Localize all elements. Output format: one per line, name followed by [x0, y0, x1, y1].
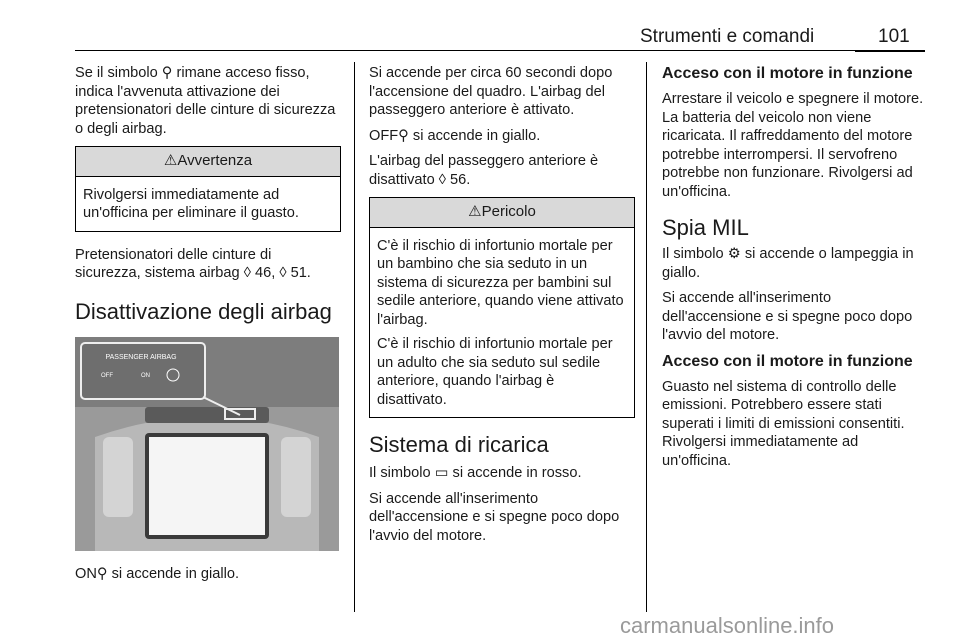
photo-label: PASSENGER AIRBAG — [105, 353, 177, 361]
paragraph: L'airbag del passeggero anteriore è disattivato ◊ 56. — [369, 153, 599, 188]
column-right — [662, 64, 928, 477]
danger-paragraph: C'è il rischio di infortunio mortale per un bambino che sia seduto in un sistema di sicurezza per bambini sul sedile anteriore, quando viene attivato l'airbag. — [377, 237, 624, 328]
paragraph: ON⚲ si accende in giallo. — [75, 565, 240, 582]
subheading: Acceso con il motore in funzione — [662, 352, 913, 370]
warning-icon: ⚠ — [163, 152, 178, 169]
column-divider — [646, 62, 647, 612]
paragraph: Pretensionatori delle cinture di sicurezza, sistema airbag ◊ 46, ◊ 51. — [75, 246, 311, 281]
section-heading: Disattivazione degli airbag — [75, 298, 332, 324]
paragraph: Arrestare il veicolo e spegnere il motore. La batteria del veicolo non viene ricaricata. Il raffreddamento del motore potrebbe interrompersi. Il servofreno potrebbe non funzionare. Rivolgersi ad un'officina. — [662, 91, 924, 200]
paragraph: Se il simbolo ⚲ rimane acceso fisso, indica l'avvenuta attivazione dei pretensionatori delle cinture di sicurezza o degli airbag. — [75, 65, 336, 137]
section-heading: Spia MIL — [662, 215, 749, 240]
danger-title-text: Pericolo — [481, 203, 536, 220]
photo-off-label: OFF — [101, 372, 113, 379]
danger-title — [370, 198, 634, 228]
paragraph: OFF⚲ si accende in giallo. — [369, 127, 541, 144]
page-header-title: Strumenti e comandi — [640, 26, 815, 47]
paragraph: Il simbolo ▭ si accende in rosso. — [369, 465, 582, 481]
section-heading: Sistema di ricarica — [369, 432, 549, 457]
page-number: 101 — [878, 26, 910, 47]
warning-title-text: Avvertenza — [177, 152, 253, 169]
dashboard-photo — [75, 337, 339, 551]
photo-on-label: ON — [141, 372, 150, 379]
column-left — [75, 64, 341, 590]
header-rule — [75, 50, 925, 51]
subheading: Acceso con il motore in funzione — [662, 65, 913, 82]
warning-icon: ⚠ — [468, 203, 482, 220]
paragraph: Guasto nel sistema di controllo delle emissioni. Potrebbero essere stati superati i limiti di emissioni consentiti. Rivolgersi immediatamente ad un'officina. — [662, 378, 905, 469]
danger-paragraph: C'è il rischio di infortunio mortale per un adulto che sia seduto sul sedile anteriore, quando l'airbag è disattivato. — [377, 336, 613, 408]
paragraph: Si accende all'inserimento dell'accensione e si spegne poco dopo l'avvio del motore. — [662, 290, 913, 343]
warning-box — [75, 146, 341, 232]
column-divider — [354, 62, 355, 612]
header-rule-accent — [855, 50, 925, 52]
paragraph: Si accende all'inserimento dell'accensione e si spegne poco dopo l'avvio del motore. — [369, 490, 620, 544]
paragraph: Il simbolo ⚙ si accende o lampeggia in giallo. — [662, 246, 914, 281]
watermark: carmanualsonline.info — [620, 613, 835, 638]
paragraph: Si accende per circa 60 secondi dopo l'accensione del quadro. L'airbag del passeggero anteriore è attivato. — [369, 65, 613, 118]
danger-box — [369, 197, 635, 418]
warning-body: Rivolgersi immediatamente ad un'officina per eliminare il guasto. — [83, 186, 299, 221]
warning-title — [76, 147, 340, 177]
column-middle — [369, 64, 635, 552]
